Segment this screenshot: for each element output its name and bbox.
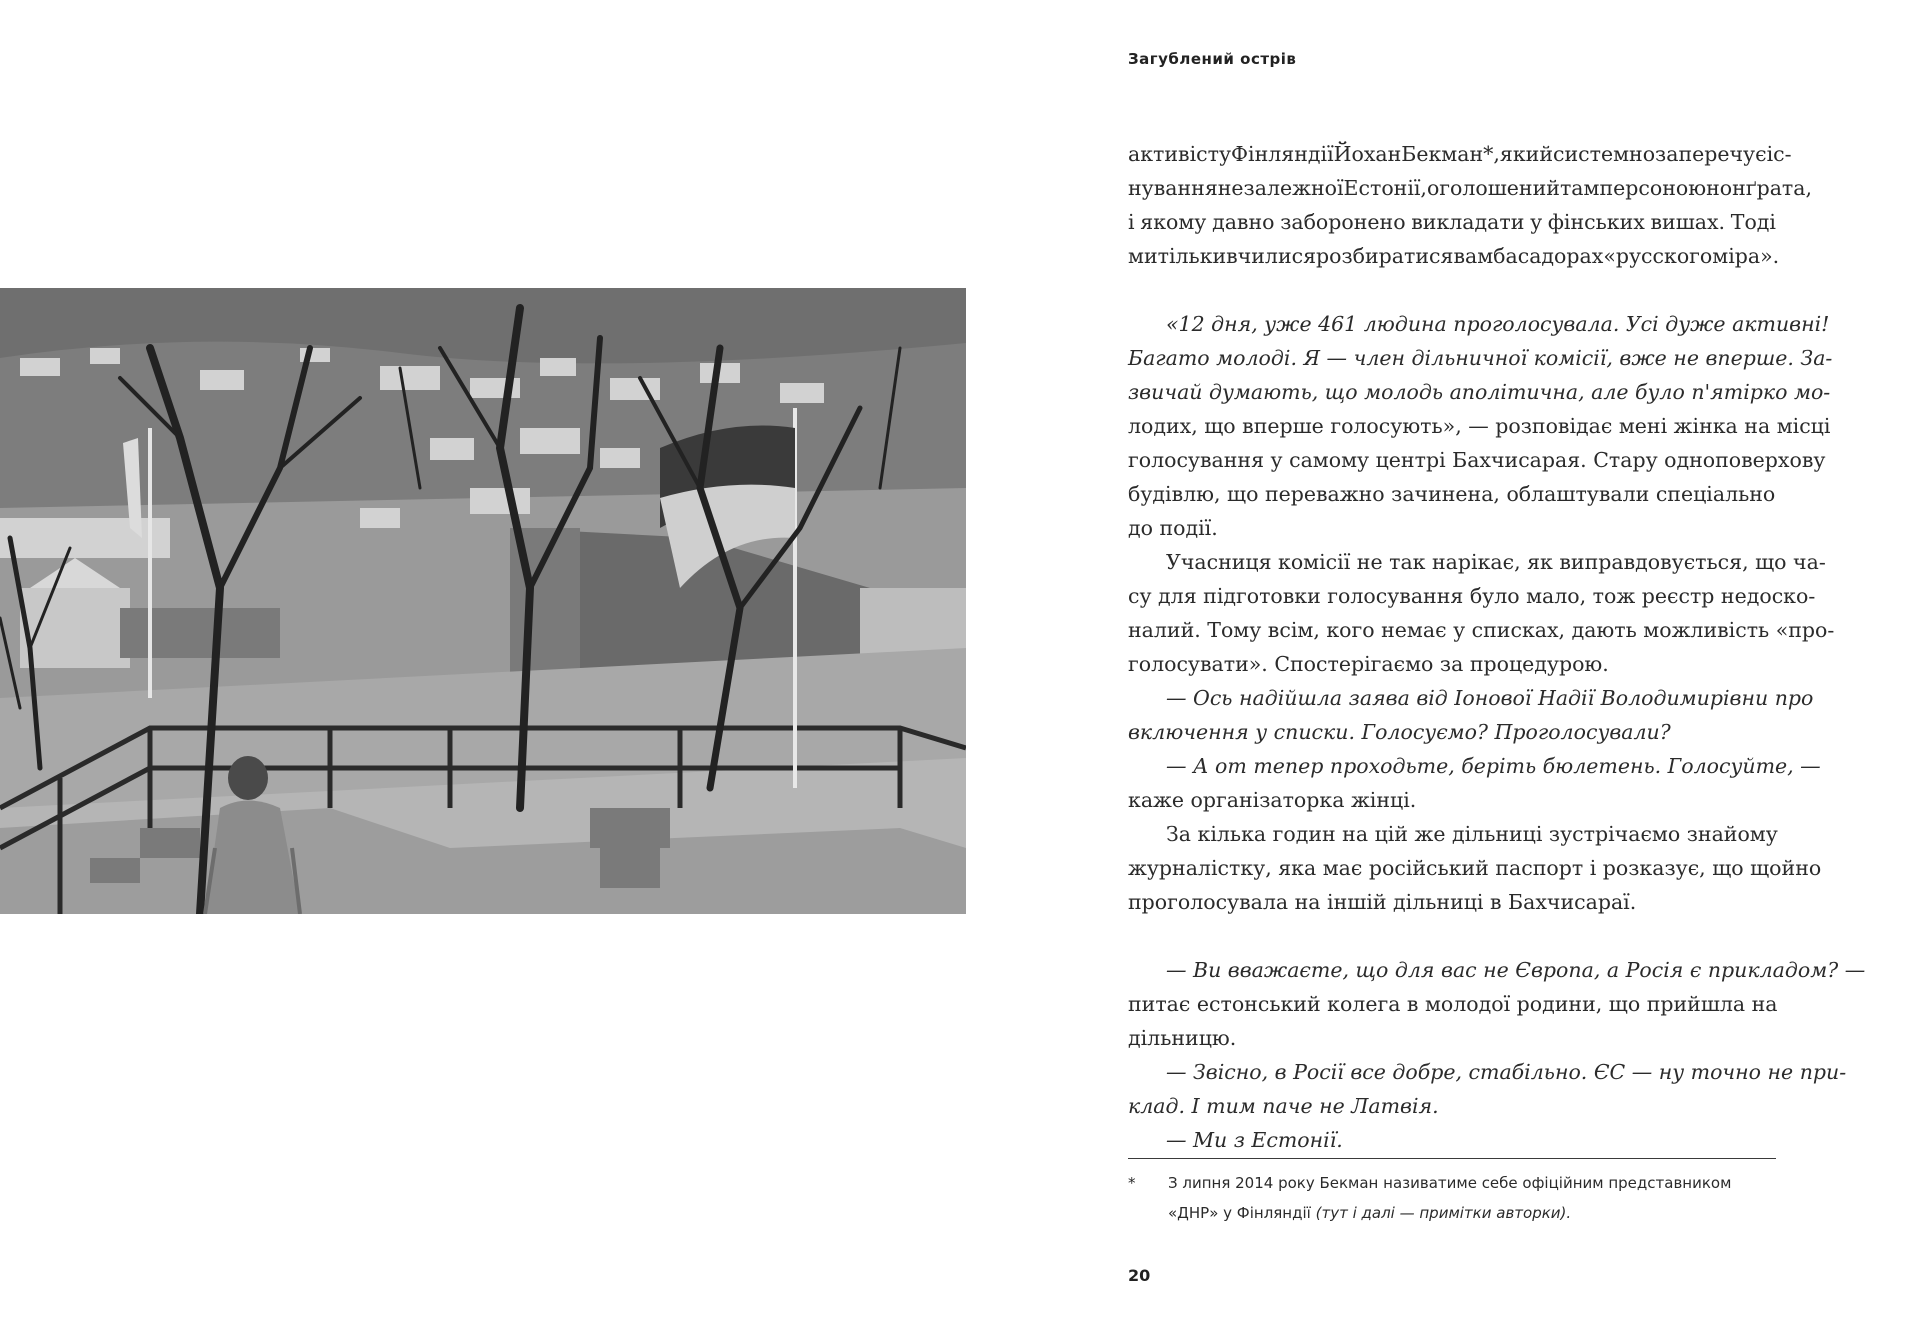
text-line: «12 дня, уже 461 людина проголосувала. Усі дуже активні! — [1166, 312, 1830, 336]
text-line: голосування у самому центрі Бахчисарая. Стару одноповерхову — [1128, 448, 1826, 472]
text-line: проголосувала на іншій дільниці в Бахчисараї. — [1128, 890, 1637, 914]
text-line: до події. — [1128, 516, 1218, 540]
text-line: нування незалежної Естонії, оголошений там персоною нон ґрата, — [1128, 176, 1812, 200]
text-line: ми тільки вчилися розбиратися в амбасадорах «русского міра». — [1128, 244, 1780, 268]
footnote-italic-note: (тут і далі — примітки авторки). — [1315, 1204, 1572, 1222]
text-line: — Звісно, в Росії все добре, стабільно. ЄС — ну точно не при- — [1166, 1060, 1847, 1084]
footnote-line-2 — [1168, 1198, 1776, 1228]
paragraph-gap — [1128, 919, 1776, 953]
street-photograph — [0, 288, 966, 914]
text-line: каже організаторка жінці. — [1128, 788, 1417, 812]
text-line: — Ви вважаєте, що для вас не Європа, а Росія є прикладом? — — [1166, 958, 1866, 982]
right-page — [960, 0, 1920, 1325]
text-line: звичай думають, що молодь аполітична, але було п'ятірко мо- — [1128, 380, 1831, 404]
body-text — [1128, 137, 1866, 1157]
text-line: активіст у Фінляндії Йохан Бекман*, який системно заперечує іс- — [1128, 142, 1792, 166]
text-line: і якому давно заборонено викладати у фінських вишах. Тоді — [1128, 210, 1776, 234]
footnote-divider — [1128, 1158, 1776, 1159]
text-line: питає естонський колега в молодої родини, що прийшла на — [1128, 992, 1778, 1016]
text-line: — Ось надійшла заява від Іонової Надії Володимирівни про — [1166, 686, 1814, 710]
footnote — [1128, 1168, 1776, 1228]
text-line: — А от тепер проходьте, беріть бюлетень. Голосуйте, — — [1166, 754, 1821, 778]
text-line: лодих, що вперше голосують», — розповідає мені жінка на місці — [1128, 414, 1831, 438]
text-line: голосувати». Спостерігаємо за процедурою. — [1128, 652, 1609, 676]
text-line: Учасниця комісії не так нарікає, як виправдовується, що ча- — [1166, 550, 1826, 574]
text-line: дільницю. — [1128, 1026, 1237, 1050]
paragraph-gap — [1128, 273, 1776, 307]
text-line: — Ми з Естонії. — [1166, 1128, 1343, 1152]
text-line: налий. Тому всім, кого немає у списках, дають можливість «про- — [1128, 618, 1835, 642]
running-head: Загублений острів — [1128, 50, 1297, 68]
footnote-text-part: «ДНР» у Фінляндії — [1168, 1204, 1311, 1222]
footnote-line: З липня 2014 року Бекман називатиме себе офіційним представником — [1168, 1174, 1732, 1192]
text-line: Багато молоді. Я — член дільничної комісії, вже не вперше. За- — [1128, 346, 1833, 370]
text-line: будівлю, що переважно зачинена, облаштували спеціально — [1128, 482, 1776, 506]
page-number: 20 — [1128, 1266, 1151, 1285]
text-line: клад. І тим паче не Латвія. — [1128, 1094, 1439, 1118]
text-line: включення у списки. Голосуємо? Проголосували? — [1128, 720, 1671, 744]
footnote-mark: * — [1128, 1174, 1136, 1192]
text-line: су для підготовки голосування було мало, тож реєстр недоско- — [1128, 584, 1816, 608]
text-line: За кілька годин на цій же дільниці зустрічаємо знайому — [1166, 822, 1778, 846]
text-line: журналістку, яка має російський паспорт і розказує, що щойно — [1128, 856, 1822, 880]
photograph-icon — [0, 288, 966, 914]
